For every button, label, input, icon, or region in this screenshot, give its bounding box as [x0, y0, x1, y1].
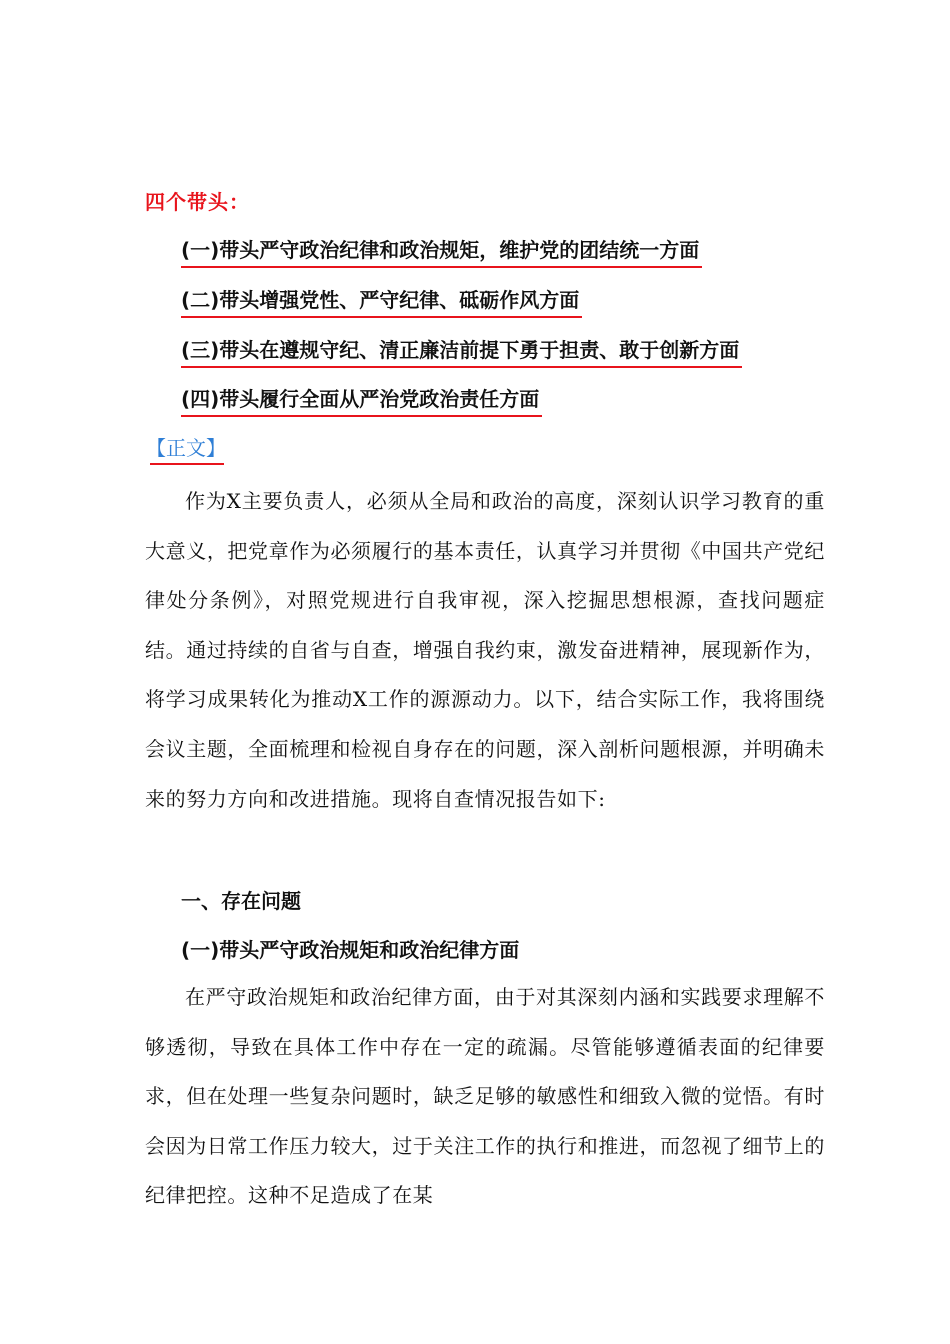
- list-item-1: [181, 236, 699, 264]
- section-title: 一、存在问题: [181, 889, 301, 913]
- red-underline: [181, 415, 542, 417]
- list-item-4: [181, 385, 539, 413]
- list-item-text: (四)带头履行全面从严治党政治责任方面: [181, 387, 540, 411]
- red-underline: [181, 366, 742, 368]
- tag-label: 【正文】: [146, 436, 226, 460]
- list-item-text: (一)带头严守政治纪律和政治规矩，维护党的团结统一方面: [181, 238, 700, 262]
- section-subtitle: (一)带头严守政治规矩和政治纪律方面: [181, 938, 520, 962]
- main-text-tag: [146, 434, 226, 462]
- intro-paragraph: 作为X主要负责人，必须从全局和政治的高度，深刻认识学习教育的重大意义，把党章作为必须履行的基本责任，认真学习并贯彻《中国共产党纪律处分条例》，对照党规进行自我审视，深入挖掘思想根源，查找问题症结。通过持续的自省与自查，增强自我约束，激发奋进精神，展现新作为，将学习成果转化为推动X工作的源源动力。以下，结合实际工作，我将围绕会议主题，全面梳理和检视自身存在的问题，深入剖析问题根源，并明确未来的努力方向和改进措施。现将自查情况报告如下:: [145, 489, 825, 811]
- red-heading: 四个带头：: [145, 190, 250, 214]
- list-item-text: (二)带头增强党性、严守纪律、砥砺作风方面: [181, 288, 580, 312]
- list-item-2: [181, 286, 579, 314]
- red-underline: [181, 266, 702, 268]
- red-underline: [150, 463, 224, 465]
- red-underline: [181, 316, 582, 318]
- list-item-3: [181, 336, 739, 364]
- section-body-paragraph: 在严守政治规矩和政治纪律方面，由于对其深刻内涵和实践要求理解不够透彻，导致在具体工作中存在一定的疏漏。尽管能够遵循表面的纪律要求，但在处理一些复杂问题时，缺乏足够的敏感性和细致入微的觉悟。有时会因为日常工作压力较大，过于关注工作的执行和推进，而忽视了细节上的纪律把控。这种不足造成了在某: [145, 985, 825, 1208]
- list-item-text: (三)带头在遵规守纪、清正廉洁前提下勇于担责、敢于创新方面: [181, 338, 740, 362]
